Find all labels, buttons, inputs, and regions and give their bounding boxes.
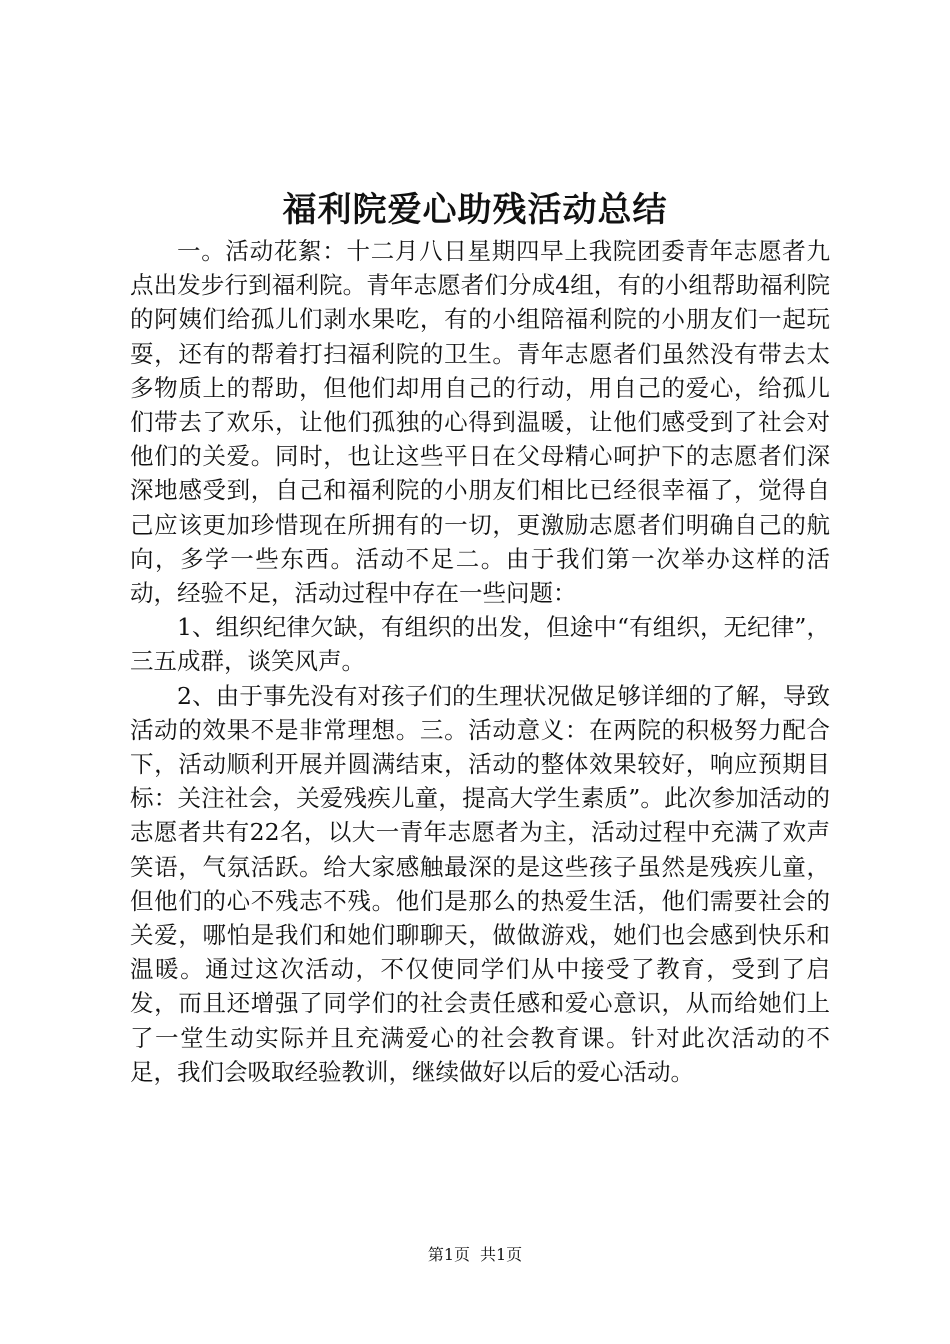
document-title: 福利院爱心助残活动总结 [282,190,668,230]
document-body [130,234,830,1089]
paragraph: 一。活动花絮：十二月八日星期四早上我院团委青年志愿者九点出发步行到福利院。青年志愿者们分成4组，有的小组帮助福利院的阿姨们给孤儿们剥水果吃，有的小组陪福利院的小朋友们一起玩耍，还有的帮着打扫福利院的卫生。青年志愿者们虽然没有带去太多物质上的帮助，但他们却用自己的行动，用自己的爱心，给孤儿们带去了欢乐，让他们孤独的心得到温暖，让他们感受到了社会对他们的关爱。同时，也让这些平日在父母精心呵护下的志愿者们深深地感受到，自己和福利院的小朋友们相比已经很幸福了，觉得自己应该更加珍惜现在所拥有的一切，更激励志愿者们明确自己的航向，多学一些东西。活动不足二。由于我们第一次举办这样的活动，经验不足，活动过程中存在一些问题： [130,237,830,608]
page-number: 第1页 [427,1245,470,1264]
page-total: 共1页 [480,1245,523,1264]
page-footer [0,1244,950,1266]
paragraph: 1、组织纪律欠缺，有组织的出发，但途中“有组织，无纪律”，三五成群，谈笑风声。 [130,613,830,676]
paragraph: 2、由于事先没有对孩子们的生理状况做足够详细的了解，导致活动的效果不是非常理想。三。活动意义：在两院的积极努力配合下，活动顺利开展并圆满结束，活动的整体效果较好，响应预期目标：关注社会，关爱残疾儿童，提高大学生素质”。此次参加活动的志愿者共有22名，以大一青年志愿者为主，活动过程中充满了欢声笑语，气氛活跃。给大家感触最深的是这些孩子虽然是残疾儿童，但他们的心不残志不残。他们是那么的热爱生活，他们需要社会的关爱，哪怕是我们和她们聊聊天，做做游戏，她们也会感到快乐和温暖。通过这次活动，不仅使同学们从中接受了教育，受到了启发，而且还增强了同学们的社会责任感和爱心意识，从而给她们上了一堂生动实际并且充满爱心的社会教育课。针对此次活动的不足，我们会吸取经验教训，继续做好以后的爱心活动。 [130,681,830,1086]
